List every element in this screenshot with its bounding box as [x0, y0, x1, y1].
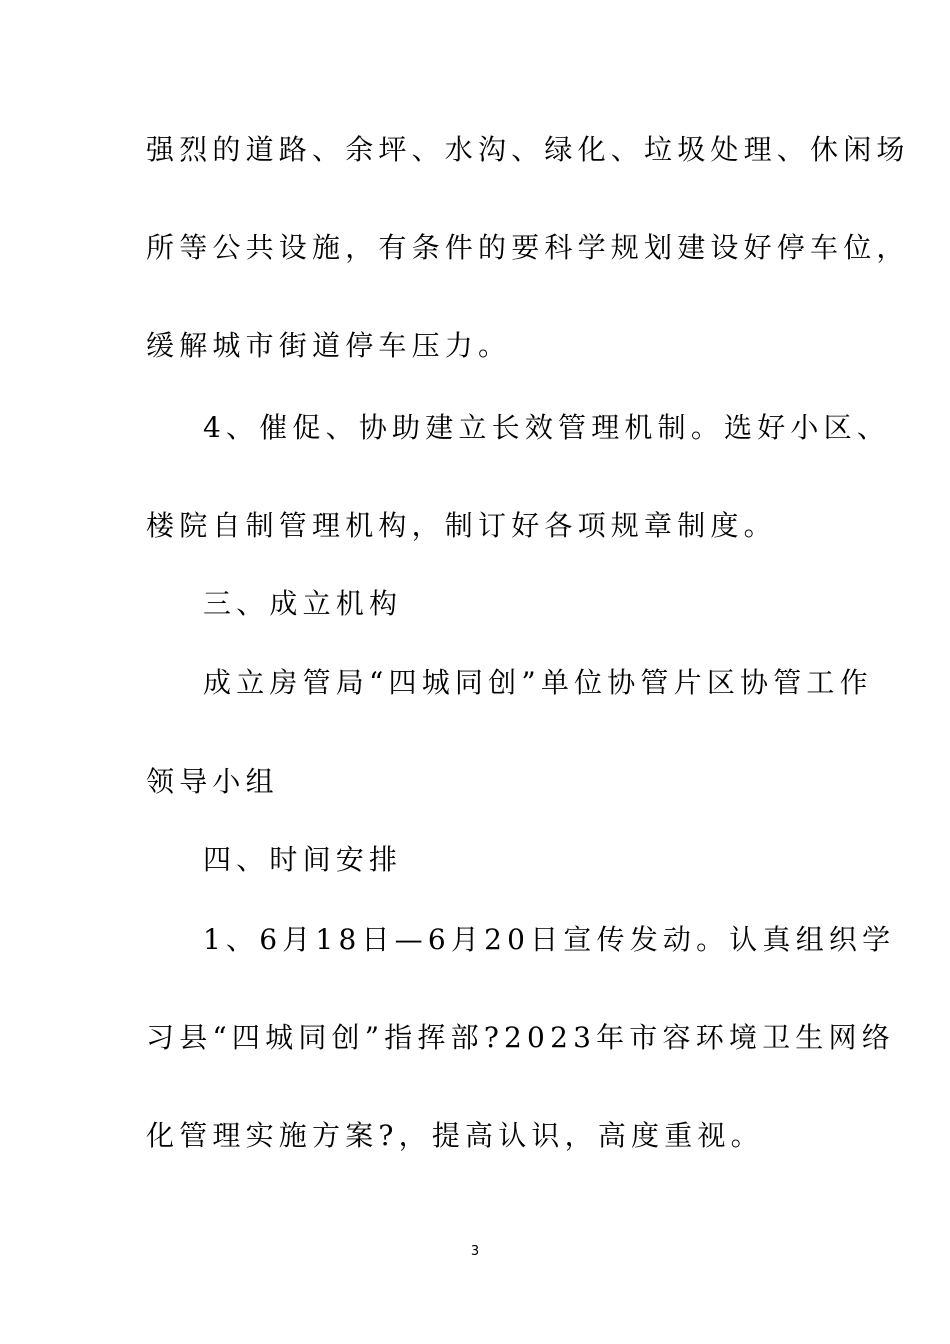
text-line-2: 所等公共设施，有条件的要科学规划建设好停车位，	[146, 231, 910, 264]
section-heading-schedule: 四、时间安排	[203, 843, 403, 876]
text-line-5: 楼院自制管理机构，制订好各项规章制度。	[146, 509, 777, 542]
text-line-11: 习县“四城同创”指挥部?2023年市容环境卫生网络	[146, 1021, 895, 1054]
text-line-7: 成立房管局“四城同创”单位协管片区协管工作	[203, 666, 873, 699]
text-line-4: 4、催促、协助建立长效管理机制。选好小区、	[203, 411, 891, 444]
text-line-10: 1、6月18日—6月20日宣传发动。认真组织学	[203, 923, 896, 956]
page-number: 3	[470, 1244, 480, 1259]
text-line-8: 领导小组	[146, 765, 279, 798]
text-line-12: 化管理实施方案?，提高认识，高度重视。	[146, 1119, 764, 1152]
section-heading-establish-organization: 三、成立机构	[203, 587, 403, 620]
text-line-3: 缓解城市街道停车压力。	[146, 329, 512, 362]
text-line-1: 强烈的道路、余坪、水沟、绿化、垃圾处理、休闲场	[146, 133, 910, 166]
